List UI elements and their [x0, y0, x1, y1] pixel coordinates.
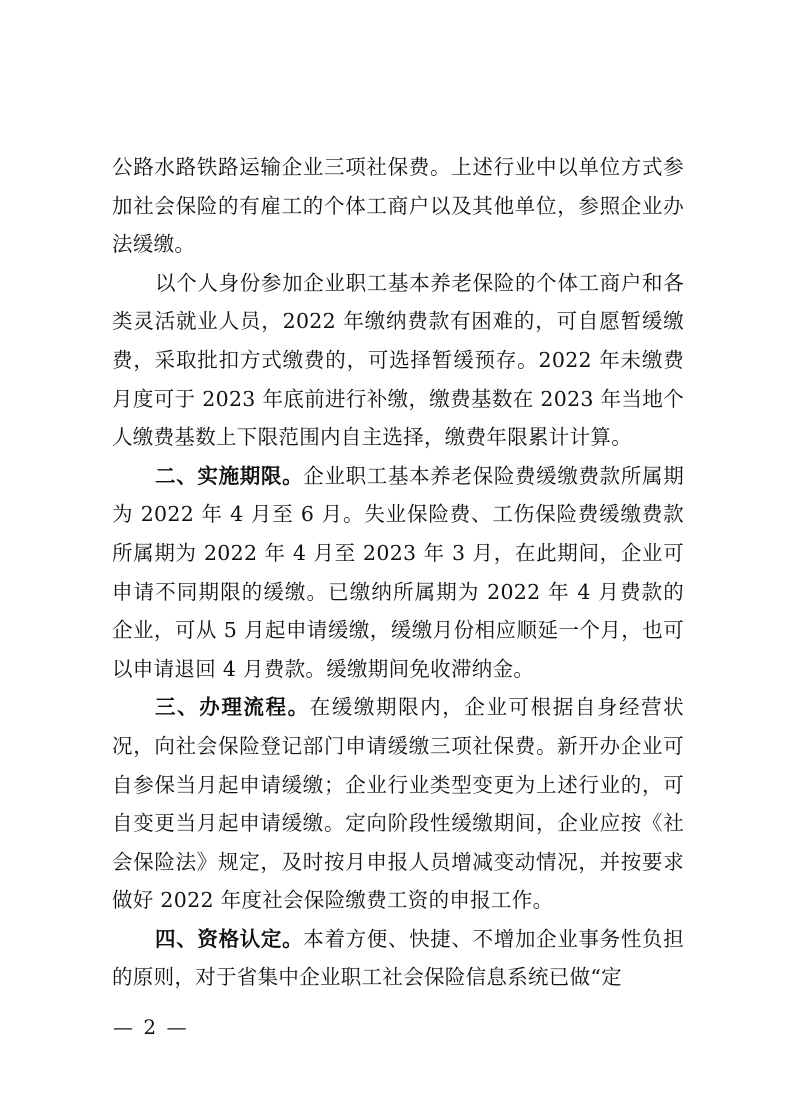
paragraph-text: 在缓缴期限内，企业可根据自身经营状况，向社会保险登记部门申请缓缴三项社保费。新开办企业可自参保当月起申请缓缴；企业行业类型变更为上述行业的，可自变更当月起申请缓缴。定向阶段性缓缴期间，企业应按《社会保险法》规定，及时按月申报人员增减变动情况，并按要求做好 2022 年度社会保险缴费工资的申报工作。 — [112, 695, 684, 913]
paragraph-implementation-period — [112, 457, 684, 689]
paragraph-text: 企业职工基本养老保险费缓缴费款所属期为 2022 年 4 月至 6 月。失业保险费、工伤保险费缓缴费款所属期为 2022 年 4 月至 2023 年 3 月，在此期间，企业可申请不同期限的缓缴。已缴纳所属期为 2022 年 4 月费款的企业，可从 5 月起申请缓缴，缓缴月份相应顺延一个月，也可以申请退回 4 月费款。缓缴期间免收滞纳金。 — [112, 463, 684, 681]
paragraph-continuation — [112, 148, 684, 264]
paragraph-process — [112, 688, 684, 920]
paragraph-individual-insured — [112, 264, 684, 457]
paragraph-text: 以个人身份参加企业职工基本养老保险的个体工商户和各类灵活就业人员，2022 年缴纳费款有困难的，可自愿暂缓缴费，采取批扣方式缴费的，可选择暂缓预存。2022 年未缴费月度可于 2023 年底前进行补缴，缴费基数在 2023 年当地个人缴费基数上下限范围内自主选择，缴费年限累计计算。 — [112, 270, 684, 450]
section-heading-qualification: 四、资格认定。 — [155, 926, 304, 951]
paragraph-qualification — [112, 920, 684, 997]
paragraph-text: 公路水路铁路运输企业三项社保费。上述行业中以单位方式参加社会保险的有雇工的个体工商户以及其他单位，参照企业办法缓缴。 — [112, 155, 684, 257]
document-body — [112, 148, 684, 997]
section-heading-process: 三、办理流程。 — [155, 695, 310, 720]
section-heading-implementation-period: 二、实施期限。 — [155, 463, 304, 488]
page-number: — 2 — — [113, 1015, 189, 1039]
paragraph-text: 本着方便、快捷、不增加企业事务性负担的原则，对于省集中企业职工社会保险信息系统已做“定 — [112, 926, 684, 990]
